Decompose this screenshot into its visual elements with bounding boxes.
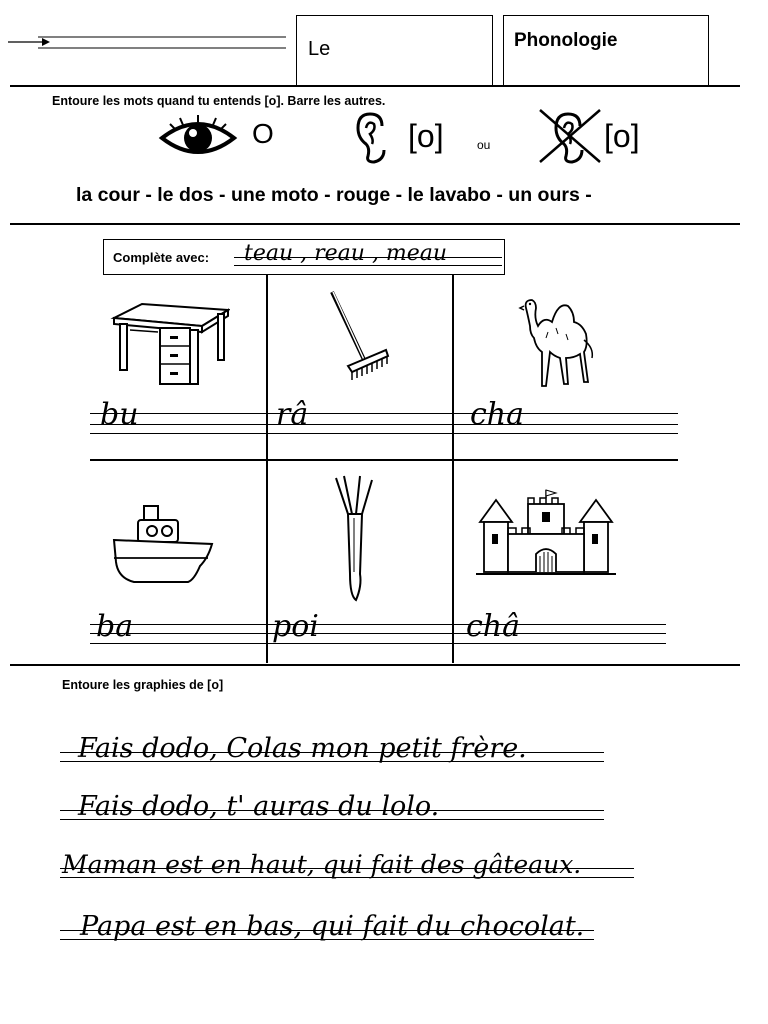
verse-line: Fais dodo, t' auras du lolo. — [78, 791, 440, 822]
crossed-ear-icon — [536, 106, 604, 166]
castle-icon — [476, 488, 616, 580]
divider — [10, 85, 740, 87]
guide-line — [90, 643, 666, 644]
rake-icon — [326, 288, 396, 383]
subject-title: Phonologie — [514, 30, 618, 51]
verse-line: Fais dodo, Colas mon petit frère. — [78, 733, 527, 764]
guide-line — [90, 633, 666, 634]
complete-options: teau , reau , meau — [244, 241, 448, 266]
complete-label: Complète avec: — [113, 250, 210, 265]
desk-icon — [110, 300, 230, 390]
guide-line — [90, 433, 678, 434]
verse-line: Papa est en bas, qui fait du chocolat. — [80, 911, 585, 942]
phoneme-label: [o] — [408, 118, 444, 154]
cell-word: râ — [276, 397, 309, 432]
verse-line: Maman est en haut, qui fait des gâteaux. — [62, 850, 582, 879]
cell-word: châ — [466, 609, 521, 644]
boat-icon — [110, 500, 216, 588]
guide-line — [90, 624, 666, 625]
cell-word: ba — [96, 609, 134, 644]
leek-icon — [330, 474, 380, 604]
grid-vertical — [452, 275, 454, 663]
arrow-icon — [8, 34, 288, 54]
cell-word: cha — [470, 397, 525, 432]
eye-icon — [158, 112, 238, 164]
guide-line — [90, 424, 678, 425]
camel-icon — [518, 294, 600, 390]
exercise1-instruction: Entoure les mots quand tu entends [o]. Barre les autres. — [52, 94, 386, 108]
date-label: Le — [308, 38, 331, 60]
word-list: la cour - le dos - une moto - rouge - le lavabo - un ours - — [76, 184, 592, 206]
guide-line — [90, 413, 678, 414]
or-label: ou — [477, 138, 491, 152]
eye-symbol: O — [252, 118, 274, 149]
divider — [10, 664, 740, 666]
cell-word: poi — [272, 609, 319, 644]
exercise3-instruction: Entoure les graphies de [o] — [62, 678, 224, 692]
phoneme-crossed-label: [o] — [604, 118, 640, 154]
ear-icon — [354, 112, 390, 164]
grid-horizontal — [90, 459, 678, 461]
grid-vertical — [266, 275, 268, 663]
cell-word: bu — [100, 397, 139, 432]
divider — [10, 223, 740, 225]
